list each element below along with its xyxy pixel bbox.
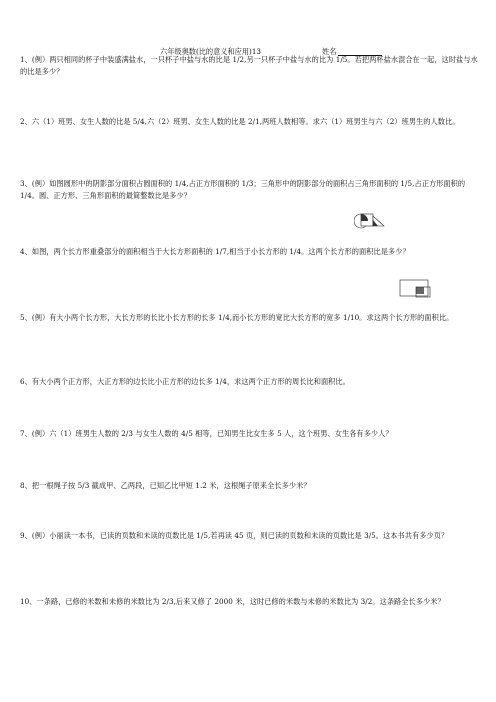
question-4: 4、如图，两个长方形重叠部分的面积相当于大长方形面积的 1/7,相当于小长方形的 1/4。这两个长方形的面积比是多少？ [20,247,410,256]
worksheet-title: 六年级奥数(比的意义和应用)13 [160,47,262,56]
question-9: 9、(例）小丽读一本书，已读的页数和未读的页数比是 1/5,若再读 45 页，则已读的页数和未读的页数比是 3/5。这本书共有多少页？ [20,531,449,540]
circle-square-triangle-figure [354,212,390,230]
question-10: 10、一条路，已修的米数和未修的米数比为 2/3,后来又修了 2000 米，这时已修的米数与未修的米数比为 3/2。这条路全长多少米？ [20,597,445,606]
question-7: 7、(例）六（1）班男生人数的 2/3 与女生人数的 4/5 相等，已知男生比女生多 5 人，这个班男、女生各有多少人？ [20,429,393,438]
overlapping-rectangles-figure [398,278,432,298]
name-label: 姓名 [322,47,337,56]
question-1: 1、(例）两只相同的杯子中装盛满盐水，一只杯子中盐与水的比是 1/2,另一只杯子中盐与水的比为 1/5。若把两杯盐水混合在一起，这时盐与水的比是多少？ [20,55,478,76]
question-8: 8、把一根绳子按 5/3 截成甲、乙两段，已知乙比甲短 1.2 米，这根绳子原来全长多少米？ [20,481,311,490]
question-6: 6、有大小两个正方形，大正方形的边长比小正方形的边长多 1/4，求这两个正方形的周长比和面积比。 [20,377,350,386]
question-2: 2、六（1）班男、女生人数的比是 5/4,六（2）班男、女生人数的比是 2/1,两班人数相等。求六（1）班男生与六（2）班男生的人数比。 [20,117,460,126]
overlap-shaded-area [416,287,424,294]
question-5: 5、(例）有大小两个长方形，大长方形的长比小长方形的长多 1/4,而小长方形的宽比大长方形的宽多 1/10。求这两个长方形的面积比。 [20,313,454,322]
question-3: 3、(例）如图圆形中的阴影部分面积占圆面积的 1/4,占正方形面积的 1/3；三角形中的阴影部分的面积占三角形面积的 1/5,占正方形面积的 1/4。圆、正方形、三角形面积的最简整数比是多少？ [20,179,466,200]
